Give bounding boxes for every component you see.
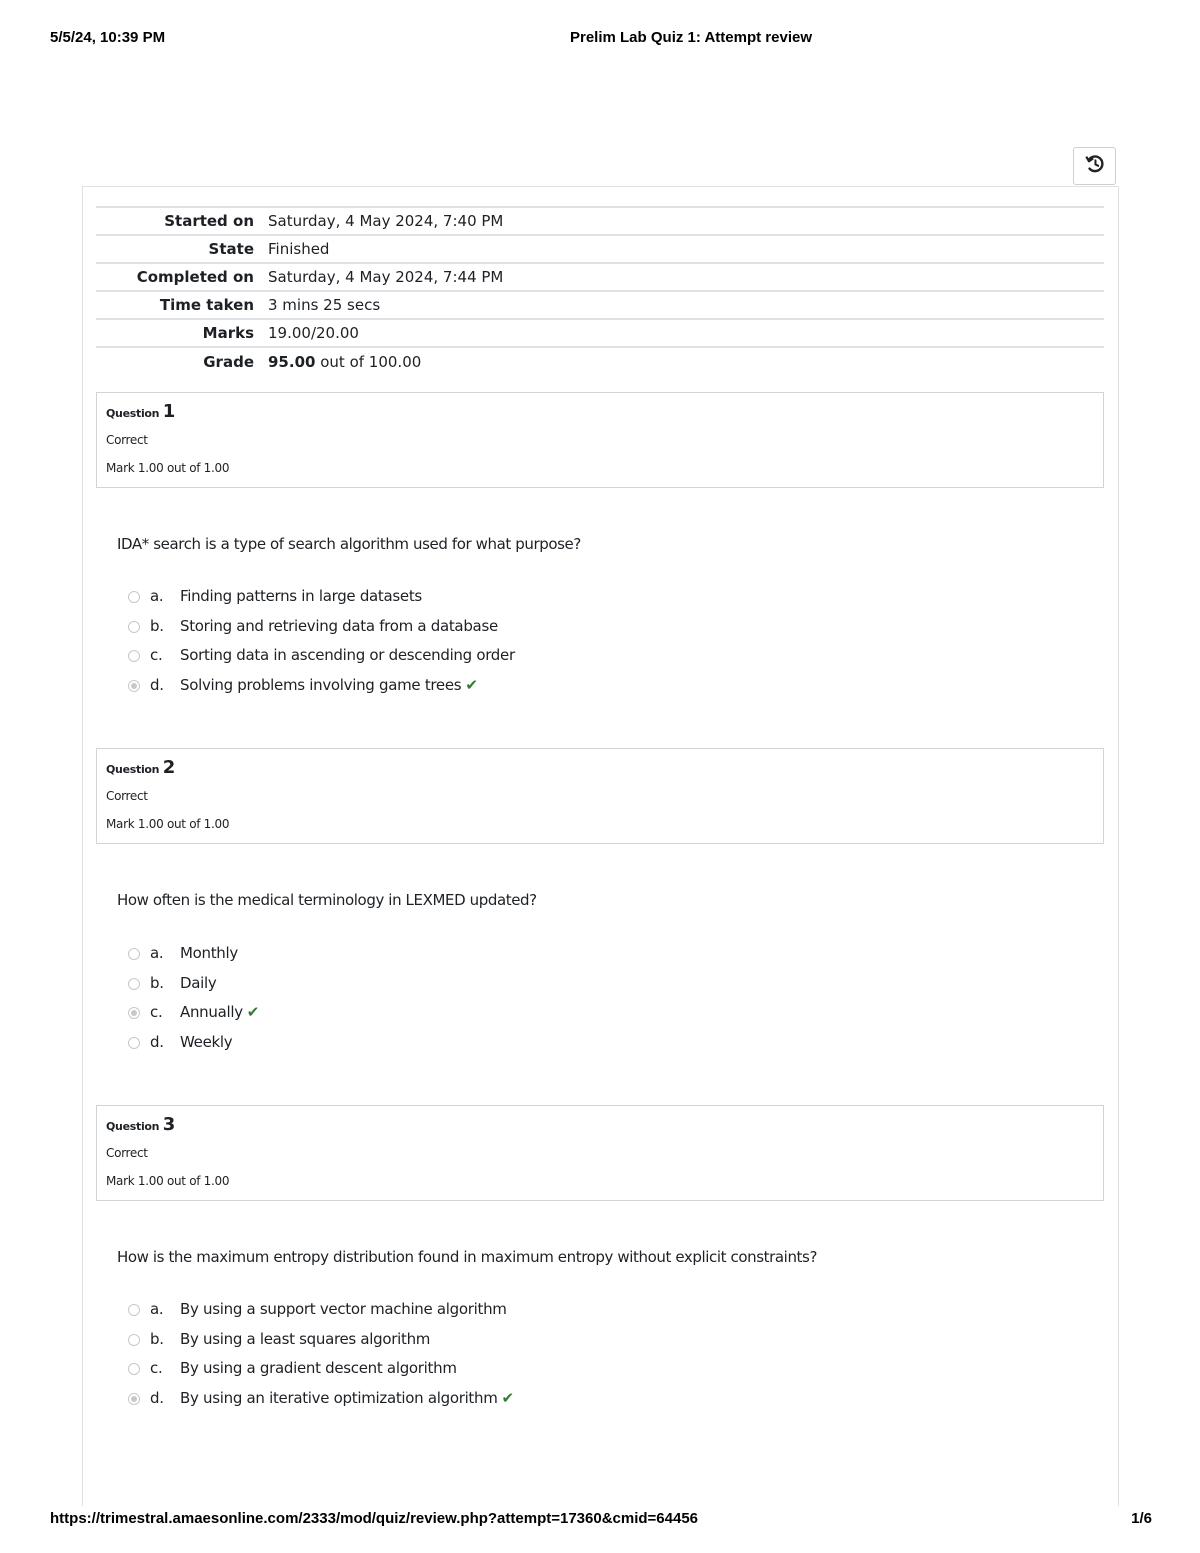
answer-list <box>126 944 1026 1062</box>
answer-list <box>126 1300 1026 1418</box>
answer-list <box>126 587 1026 705</box>
answer-text: Storing and retrieving data from a database <box>180 616 498 635</box>
print-header <box>0 29 1200 49</box>
answer-text: By using a support vector machine algorithm <box>180 1300 507 1318</box>
answer-option[interactable] <box>126 587 1026 617</box>
summary-row-started <box>96 207 1104 235</box>
question-state: Correct <box>106 1146 148 1160</box>
answer-option[interactable] <box>126 974 1026 1004</box>
answer-letter: d. <box>150 1032 164 1051</box>
answer-letter: a. <box>150 944 164 962</box>
radio-button-selected[interactable] <box>128 680 140 692</box>
summary-label: Grade <box>203 352 254 371</box>
summary-value: Finished <box>268 240 330 258</box>
grade-value: 95.00 <box>268 352 316 371</box>
question-number: Question 2 <box>106 757 175 778</box>
radio-button-selected[interactable] <box>128 1393 140 1405</box>
print-url: https://trimestral.amaesonline.com/2333/mod/quiz/review.php?attempt=17360&cmid=64456 <box>50 1510 699 1527</box>
check-icon: ✔ <box>501 1388 514 1407</box>
summary-label: Time taken <box>159 296 254 314</box>
answer-text: Sorting data in ascending or descending order <box>180 646 515 664</box>
question-number: Question 1 <box>106 401 175 422</box>
question-info <box>96 748 1104 844</box>
question-info <box>96 392 1104 488</box>
radio-button[interactable] <box>128 621 140 633</box>
answer-option[interactable] <box>126 1389 1026 1419</box>
summary-row-grade <box>96 347 1104 375</box>
question-info <box>96 1105 1104 1201</box>
summary-row-completed <box>96 263 1104 291</box>
answer-text: By using a gradient descent algorithm <box>180 1359 457 1377</box>
print-datetime: 5/5/24, 10:39 PM <box>50 29 166 46</box>
answer-option[interactable] <box>126 646 1026 676</box>
summary-label: Completed on <box>136 268 254 286</box>
grade-suffix: out of 100.00 <box>320 352 422 371</box>
summary-label: Marks <box>202 324 254 342</box>
answer-letter: c. <box>150 1359 163 1377</box>
radio-button[interactable] <box>128 948 140 960</box>
answer-text: Weekly <box>180 1032 233 1051</box>
answer-text: Annually <box>180 1003 243 1021</box>
question-grade: Mark 1.00 out of 1.00 <box>106 461 230 475</box>
question-number: Question 3 <box>106 1114 175 1135</box>
answer-option[interactable] <box>126 676 1026 706</box>
attempt-summary-table <box>96 206 1104 375</box>
radio-button[interactable] <box>128 1334 140 1346</box>
answer-option[interactable] <box>126 617 1026 647</box>
answer-text: By using an iterative optimization algorithm <box>180 1388 498 1407</box>
question-text: IDA* search is a type of search algorithm used for what purpose? <box>117 535 581 553</box>
print-page-number: 1/6 <box>1131 1510 1152 1527</box>
question-state: Correct <box>106 433 148 447</box>
answer-option[interactable] <box>126 1033 1026 1063</box>
answer-letter: d. <box>150 1388 164 1407</box>
radio-button-selected[interactable] <box>128 1007 140 1019</box>
summary-value: 3 mins 25 secs <box>268 296 381 314</box>
radio-button[interactable] <box>128 1037 140 1049</box>
answer-option[interactable] <box>126 1330 1026 1360</box>
answer-letter: a. <box>150 1300 164 1318</box>
answer-letter: b. <box>150 1329 164 1348</box>
check-icon: ✔ <box>465 675 478 694</box>
summary-label: State <box>208 240 254 258</box>
radio-button[interactable] <box>128 591 140 603</box>
print-title: Prelim Lab Quiz 1: Attempt review <box>570 29 812 46</box>
answer-text: Solving problems involving game trees <box>180 675 462 694</box>
question-text: How often is the medical terminology in LEXMED updated? <box>117 891 537 909</box>
print-footer <box>0 1510 1200 1530</box>
undo-clock-icon <box>1084 153 1106 180</box>
radio-button[interactable] <box>128 650 140 662</box>
summary-value: 19.00/20.00 <box>268 324 359 342</box>
radio-button[interactable] <box>128 1304 140 1316</box>
check-icon: ✔ <box>246 1003 260 1021</box>
answer-letter: a. <box>150 587 164 605</box>
radio-button[interactable] <box>128 978 140 990</box>
answer-letter: d. <box>150 675 164 694</box>
summary-row-state <box>96 235 1104 263</box>
answer-option[interactable] <box>126 944 1026 974</box>
answer-text: Monthly <box>180 944 238 962</box>
answer-letter: b. <box>150 973 164 992</box>
summary-value: Saturday, 4 May 2024, 7:40 PM <box>268 212 504 230</box>
question-grade: Mark 1.00 out of 1.00 <box>106 1174 230 1188</box>
question-text: How is the maximum entropy distribution found in maximum entropy without explicit constraints? <box>117 1248 818 1266</box>
answer-letter: c. <box>150 1003 163 1021</box>
answer-option[interactable] <box>126 1359 1026 1389</box>
answer-text: Finding patterns in large datasets <box>180 587 422 605</box>
answer-option[interactable] <box>126 1003 1026 1033</box>
question-state: Correct <box>106 789 148 803</box>
answer-option[interactable] <box>126 1300 1026 1330</box>
answer-text: Daily <box>180 973 217 992</box>
summary-value <box>268 347 1104 375</box>
question-grade: Mark 1.00 out of 1.00 <box>106 817 230 831</box>
summary-label: Started on <box>164 212 254 230</box>
answer-letter: c. <box>150 646 163 664</box>
summary-row-marks <box>96 319 1104 347</box>
radio-button[interactable] <box>128 1363 140 1375</box>
answer-letter: b. <box>150 616 164 635</box>
answer-text: By using a least squares algorithm <box>180 1329 431 1348</box>
reset-view-button[interactable] <box>1073 147 1116 185</box>
summary-value: Saturday, 4 May 2024, 7:44 PM <box>268 268 504 286</box>
summary-row-time-taken <box>96 291 1104 319</box>
